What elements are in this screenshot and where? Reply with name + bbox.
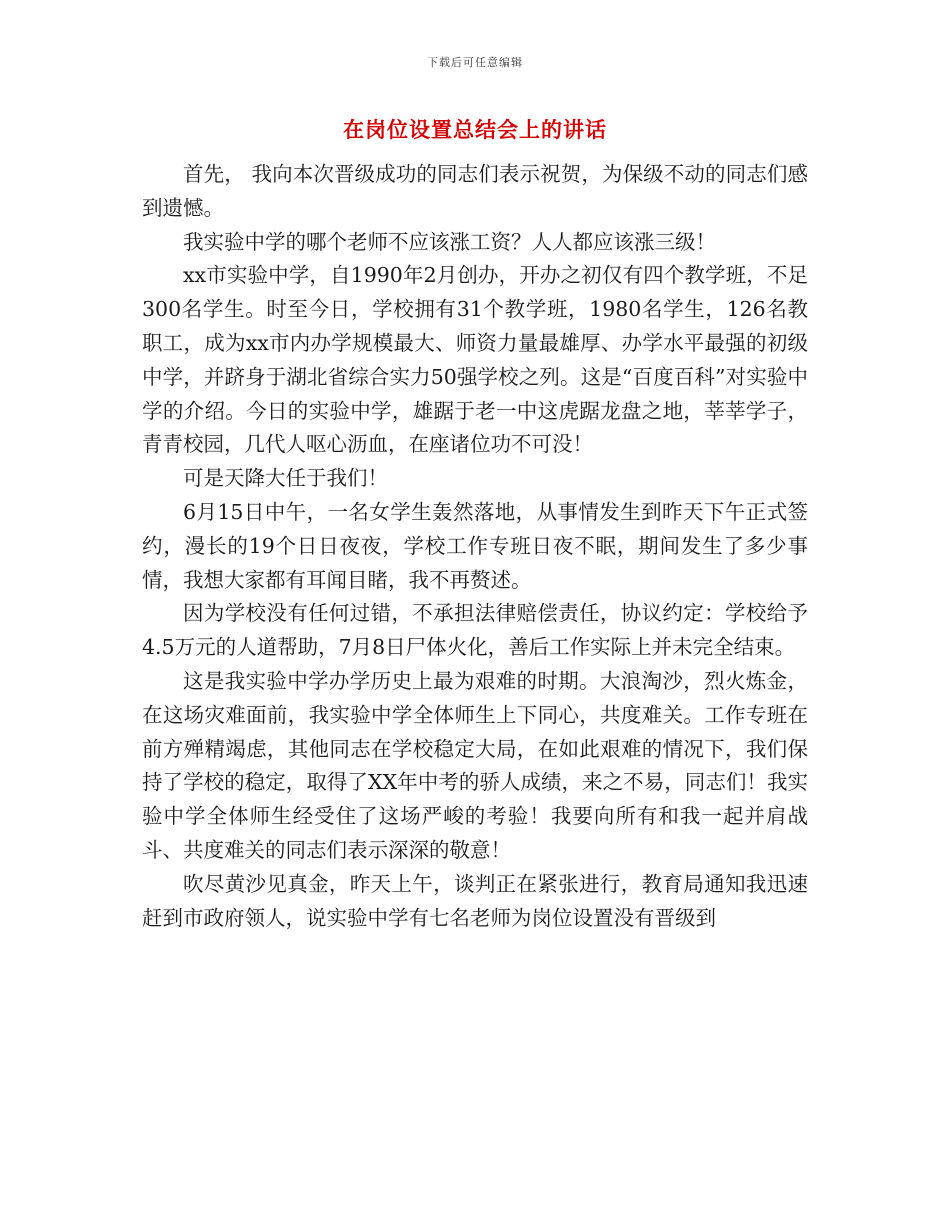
paragraph: xx市实验中学，自1990年2月创办，开办之初仅有四个教学班，不足300名学生。时至今日，学校拥有31个教学班，1980名学生，126名教职工，成为xx市内办学规模最大、师资力量最雄厚、办学水平最强的初级中学，并跻身于湖北省综合实力50强学校之列。这是“百度百科”对实验中学的介绍。今日的实验中学，雄踞于老一中这虎踞龙盘之地，莘莘学子，青青校园，几代人呕心沥血，在座诸位功不可没！ (142, 263, 808, 457)
paragraph: 因为学校没有任何过错，不承担法律赔偿责任，协议约定：学校给予4.5万元的人道帮助，7月8日尸体火化，善后工作实际上并未完全结束。 (142, 601, 808, 660)
header-note: 下载后可任意编辑 (427, 56, 523, 69)
document-title: 在岗位设置总结会上的讲话 (343, 117, 607, 142)
paragraph: 6月15日中午，一名女学生轰然落地，从事情发生到昨天下午正式签约，漫长的19个日日夜夜，学校工作专班日夜不眠，期间发生了多少事情，我想大家都有耳闻目睹，我不再赘述。 (142, 499, 808, 592)
paragraph: 我实验中学的哪个老师不应该涨工资？人人都应该涨三级！ (183, 229, 716, 254)
document-body (142, 158, 808, 935)
paragraph: 这是我实验中学办学历史上最为艰难的时期。大浪淘沙，烈火炼金，在这场灾难面前，我实验中学全体师生上下同心，共度难关。工作专班在前方殚精竭虑，其他同志在学校稳定大局，在如此艰难的情况下，我们保持了学校的稳定，取得了XX年中考的骄人成绩，来之不易，同志们！我实验中学全体师生经受住了这场严峻的考验！我要向所有和我一起并肩战斗、共度难关的同志们表示深深的敬意！ (142, 668, 808, 862)
paragraph: 可是天降大任于我们！ (183, 466, 388, 491)
paragraph: 首先， 我向本次晋级成功的同志们表示祝贺，为保级不动的同志们感到遗憾。 (142, 162, 808, 220)
paragraph: 吹尽黄沙见真金，昨天上午，谈判正在紧张进行，教育局通知我迅速赶到市政府领人，说实验中学有七名老师为岗位设置没有晋级到 (142, 871, 808, 930)
